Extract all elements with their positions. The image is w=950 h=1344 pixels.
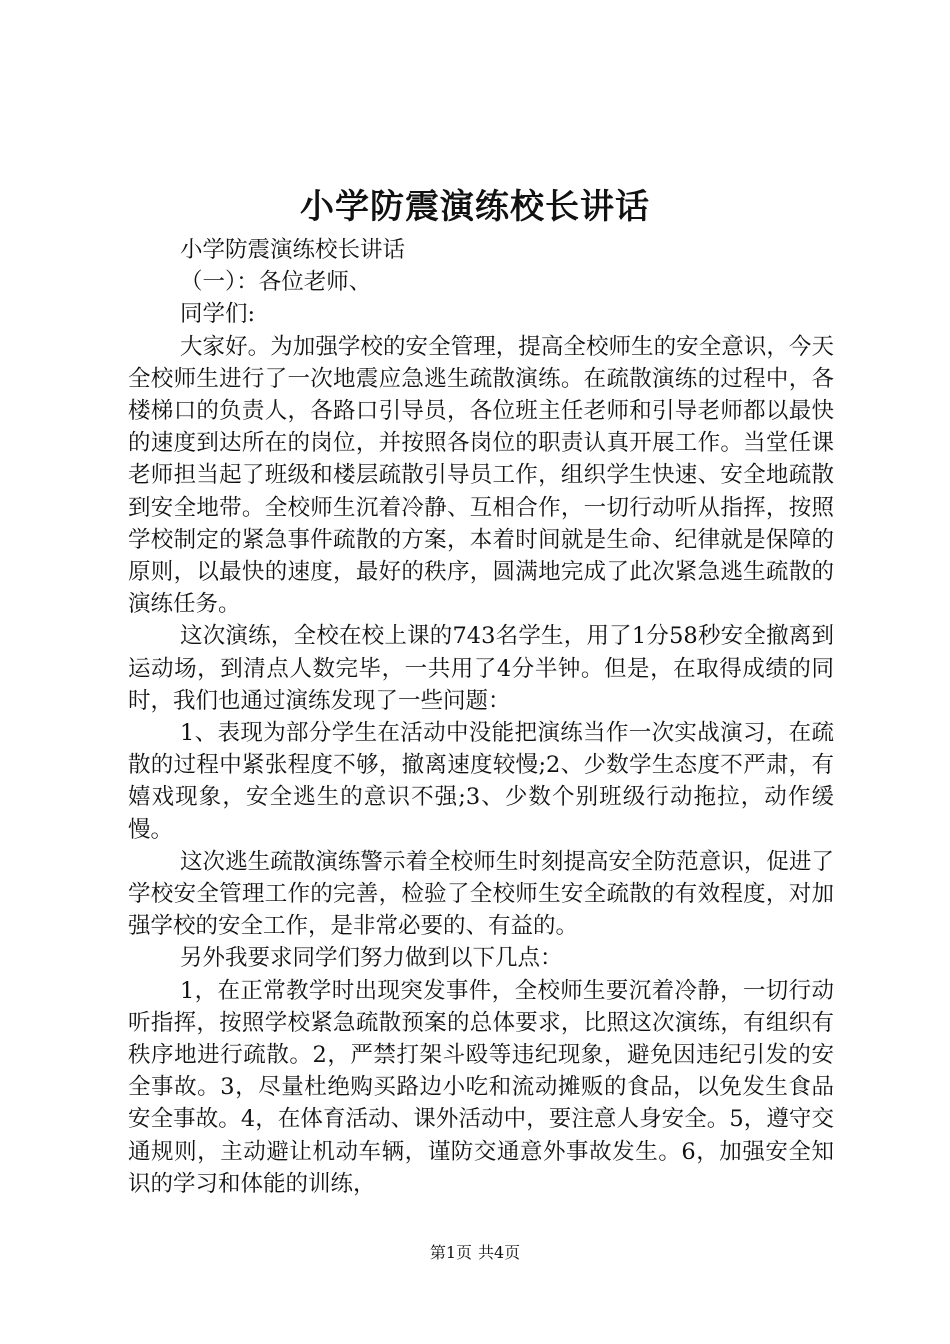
body-paragraph: 1、表现为部分学生在活动中没能把演练当作一次实战演习，在疏散的过程中紧张程度不够，撤离速度较慢;2、少数学生态度不严肃，有嬉戏现象，安全逃生的意识不强;3、少数个别班级行动拖拉，动作缓慢。 <box>128 720 834 843</box>
body-paragraph: 大家好。为加强学校的安全管理，提高全校师生的安全意识，今天全校师生进行了一次地震应急逃生疏散演练。在疏散演练的过程中，各楼梯口的负责人，各路口引导员，各位班主任老师和引导老师都以最快的速度到达所在的岗位，并按照各岗位的职责认真开展工作。当堂任课老师担当起了班级和楼层疏散引导员工作，组织学生快速、安全地疏散到安全地带。全校师生沉着冷静、互相合作，一切行动听从指挥，按照学校制定的紧急事件疏散的方案，本着时间就是生命、纪律就是保障的原则，以最快的速度，最好的秩序，圆满地完成了此次紧急逃生疏散的演练任务。 <box>128 333 834 618</box>
body-paragraph: 另外我要求同学们努力做到以下几点： <box>180 945 563 972</box>
body-paragraph: 小学防震演练校长讲话 <box>180 237 406 263</box>
total-pages: 共4页 <box>478 1243 521 1262</box>
page-footer <box>0 1242 950 1264</box>
body-paragraph: 1，在正常教学时出现突发事件，全校师生要沉着冷静，一切行动听指挥，按照学校紧急疏散预案的总体要求，比照这次演练，有组织有秩序地进行疏散。2，严禁打架斗殴等违纪现象，避免因违纪引发的安全事故。3，尽量杜绝购买路边小吃和流动摊贩的食品，以免发生食品安全事故。4，在体育活动、课外活动中，要注意人身安全。5，遵守交通规则，主动避让机动车辆，谨防交通意外事故发生。6，加强安全知识的学习和体能的训练， <box>128 977 834 1197</box>
body-paragraph: 这次演练，全校在校上课的743名学生，用了1分58秒安全撤离到运动场，到清点人数完毕，一共用了4分半钟。但是，在取得成绩的同时，我们也通过演练发现了一些问题： <box>128 623 834 714</box>
page-number: 第1页 <box>429 1243 472 1262</box>
body-paragraph: 这次逃生疏散演练警示着全校师生时刻提高安全防范意识，促进了学校安全管理工作的完善，检验了全校师生安全疏散的有效程度，对加强学校的安全工作，是非常必要的、有益的。 <box>128 848 834 940</box>
document-title: 小学防震演练校长讲话 <box>300 187 650 227</box>
document-body <box>128 234 834 1200</box>
body-paragraph: （一）：各位老师、 <box>180 269 372 296</box>
body-paragraph: 同学们: <box>180 301 256 328</box>
